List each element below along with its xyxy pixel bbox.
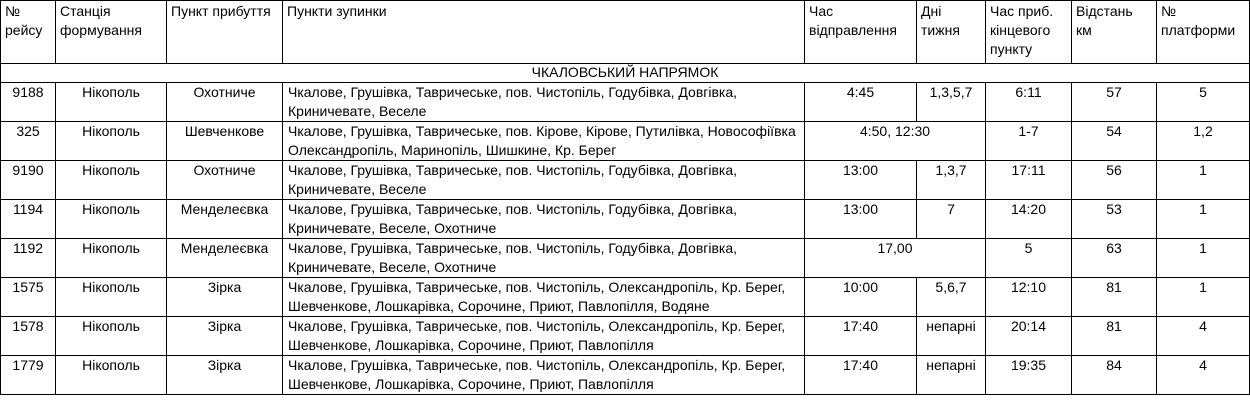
- departure-cell: 17:40: [805, 317, 917, 356]
- destination-cell: Охотниче: [167, 161, 283, 200]
- platform-cell: 1: [1157, 200, 1250, 239]
- platform-cell: 1: [1157, 161, 1250, 200]
- destination-cell: Зірка: [167, 356, 283, 395]
- header-row: [1, 1, 1250, 64]
- stops-cell: Чкалове, Грушівка, Тавричеське, пов. Кірове, Кірове, Путилівка, Новософіївка Олександропіль, Маринопіль, Шишкине, Кр. Берег: [283, 122, 805, 161]
- route-no-cell: 9190: [1, 161, 56, 200]
- origin-cell: Нікополь: [56, 239, 167, 278]
- platform-cell: 1: [1157, 278, 1250, 317]
- destination-cell: Зірка: [167, 278, 283, 317]
- departure-cell: 13:00: [805, 200, 917, 239]
- table-row: [1, 239, 1250, 278]
- days-cell: 5,6,7: [917, 278, 986, 317]
- stops-cell: Чкалове, Грушівка, Тавричеське, пов. Чистопіль, Годубівка, Довгівка, Криничевате, Веселе: [283, 161, 805, 200]
- distance-cell: 84: [1072, 356, 1157, 395]
- origin-cell: Нікополь: [56, 161, 167, 200]
- origin-cell: Нікополь: [56, 122, 167, 161]
- arrival-cell: 14:20: [986, 200, 1072, 239]
- destination-cell: Охотниче: [167, 83, 283, 122]
- arrival-cell: 1-7: [986, 122, 1072, 161]
- route-no-cell: 1779: [1, 356, 56, 395]
- origin-cell: Нікополь: [56, 83, 167, 122]
- arrival-cell: 20:14: [986, 317, 1072, 356]
- departure-cell: 10:00: [805, 278, 917, 317]
- route-no-cell: 1575: [1, 278, 56, 317]
- departure-days-cell: 4:50, 12:30: [805, 122, 986, 161]
- header-platform: № платформи: [1157, 1, 1250, 64]
- departure-days-cell: 17,00: [805, 239, 986, 278]
- header-route-no: № рейсу: [1, 1, 56, 64]
- section-title: ЧКАЛОВСЬКИЙ НАПРЯМОК: [1, 64, 1250, 83]
- arrival-cell: 12:10: [986, 278, 1072, 317]
- header-departure: Час відправлення: [805, 1, 917, 64]
- header-stops: Пункти зупинки: [283, 1, 805, 64]
- distance-cell: 53: [1072, 200, 1157, 239]
- days-cell: 7: [917, 200, 986, 239]
- departure-cell: 17:40: [805, 356, 917, 395]
- header-days: Дні тижня: [917, 1, 986, 64]
- distance-cell: 54: [1072, 122, 1157, 161]
- destination-cell: Шевченкове: [167, 122, 283, 161]
- header-arrival: Час приб. кінцевого пункту: [986, 1, 1072, 64]
- header-destination: Пункт прибуття: [167, 1, 283, 64]
- distance-cell: 57: [1072, 83, 1157, 122]
- route-no-cell: 1192: [1, 239, 56, 278]
- route-no-cell: 1194: [1, 200, 56, 239]
- days-cell: непарні: [917, 317, 986, 356]
- destination-cell: Зірка: [167, 317, 283, 356]
- arrival-cell: 17:11: [986, 161, 1072, 200]
- stops-cell: Чкалове, Грушівка, Тавричеське, пов. Чистопіль, Годубівка, Довгівка, Криничевате, Веселе: [283, 83, 805, 122]
- destination-cell: Менделеєвка: [167, 239, 283, 278]
- table-row: [1, 122, 1250, 161]
- stops-cell: Чкалове, Грушівка, Тавричеське, пов. Чистопіль, Годубівка, Довгівка, Криничевате, Веселе, Охотниче: [283, 239, 805, 278]
- platform-cell: 1: [1157, 239, 1250, 278]
- distance-cell: 63: [1072, 239, 1157, 278]
- table-row: [1, 317, 1250, 356]
- platform-cell: 4: [1157, 317, 1250, 356]
- destination-cell: Менделеєвка: [167, 200, 283, 239]
- stops-cell: Чкалове, Грушівка, Тавричеське, пов. Чистопіль, Олександропіль, Кр. Берег, Шевченкове, Лошкарівка, Сорочине, Приют, Павлопілля: [283, 317, 805, 356]
- days-cell: 1,3,5,7: [917, 83, 986, 122]
- table-row: [1, 200, 1250, 239]
- days-cell: 1,3,7: [917, 161, 986, 200]
- departure-cell: 13:00: [805, 161, 917, 200]
- stops-cell: Чкалове, Грушівка, Тавричеське, пов. Чистопіль, Олександропіль, Кр. Берег, Шевченкове, Лошкарівка, Сорочине, Приют, Павлопілля: [283, 356, 805, 395]
- platform-cell: 5: [1157, 83, 1250, 122]
- header-origin: Станція формування: [56, 1, 167, 64]
- route-no-cell: 9188: [1, 83, 56, 122]
- arrival-cell: 19:35: [986, 356, 1072, 395]
- route-no-cell: 1578: [1, 317, 56, 356]
- origin-cell: Нікополь: [56, 278, 167, 317]
- arrival-cell: 6:11: [986, 83, 1072, 122]
- stops-cell: Чкалове, Грушівка, Тавричеське, пов. Чистопіль, Годубівка, Довгівка, Криничевате, Веселе, Охотниче: [283, 200, 805, 239]
- distance-cell: 81: [1072, 317, 1157, 356]
- origin-cell: Нікополь: [56, 356, 167, 395]
- arrival-cell: 5: [986, 239, 1072, 278]
- platform-cell: 4: [1157, 356, 1250, 395]
- departure-cell: 4:45: [805, 83, 917, 122]
- days-cell: непарні: [917, 356, 986, 395]
- table-row: [1, 161, 1250, 200]
- table-row: [1, 356, 1250, 395]
- origin-cell: Нікополь: [56, 317, 167, 356]
- table-row: [1, 278, 1250, 317]
- stops-cell: Чкалове, Грушівка, Тавричеське, пов. Чистопіль, Олександропіль, Кр. Берег, Шевченкове, Лошкарівка, Сорочине, Приют, Павлопілля, Водяне: [283, 278, 805, 317]
- origin-cell: Нікополь: [56, 200, 167, 239]
- distance-cell: 81: [1072, 278, 1157, 317]
- section-row: [1, 64, 1250, 83]
- header-distance: Відстань км: [1072, 1, 1157, 64]
- platform-cell: 1,2: [1157, 122, 1250, 161]
- route-no-cell: 325: [1, 122, 56, 161]
- distance-cell: 56: [1072, 161, 1157, 200]
- table-row: [1, 83, 1250, 122]
